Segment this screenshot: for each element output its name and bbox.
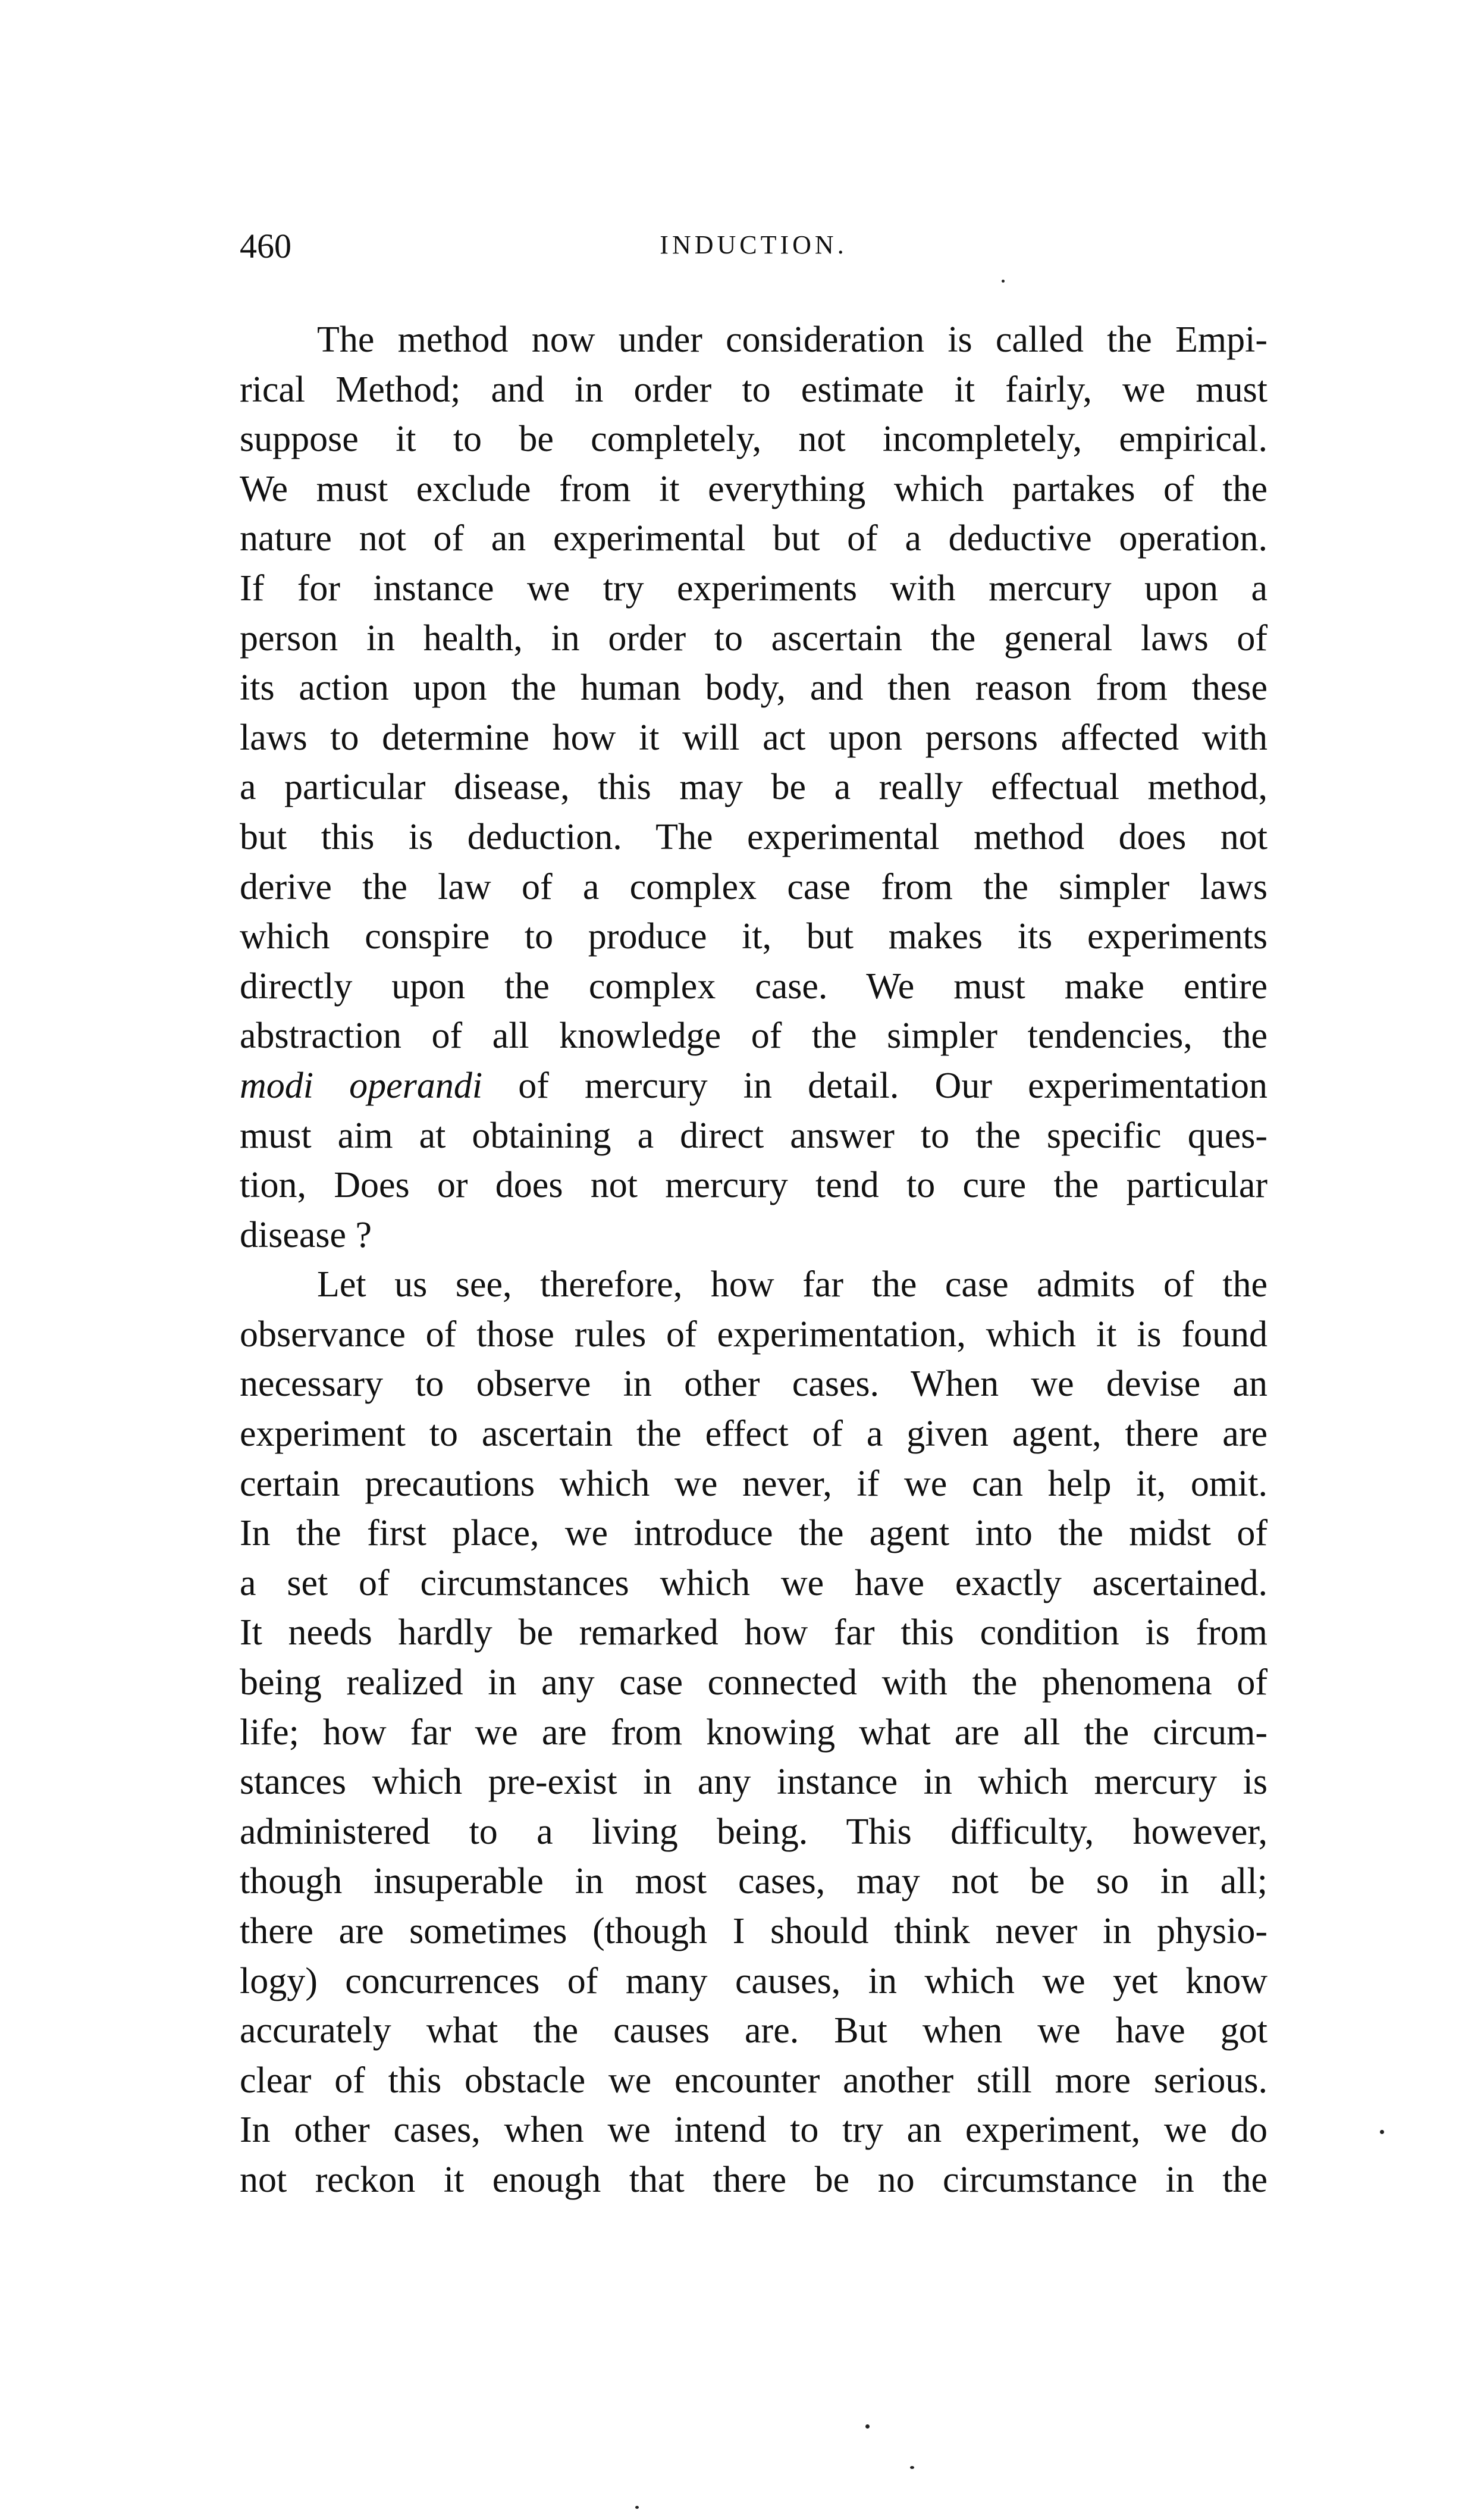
scan-speck xyxy=(1380,2130,1384,2134)
text-line: certain precautions which we never, if we can help it, omit. xyxy=(240,1463,1267,1504)
text-line: but this is deduction. The experimental method does not xyxy=(240,816,1267,857)
text-line: If for instance we try experiments with mercury upon a xyxy=(240,568,1267,609)
scan-speck xyxy=(865,2424,870,2429)
text-line: The method now under consideration is called the Empi- xyxy=(317,319,1267,360)
text-line: being realized in any case connected with the phenomena of xyxy=(240,1662,1267,1703)
text-line: person in health, in order to ascertain the general laws of xyxy=(240,618,1267,659)
text-line: In the first place, we introduce the agent into the midst of xyxy=(240,1513,1267,1554)
running-head xyxy=(240,226,1267,274)
text-line: experiment to ascertain the effect of a given agent, there are xyxy=(240,1414,1267,1455)
scan-speck xyxy=(635,2506,639,2509)
text-line: though insuperable in most cases, may not be so in all; xyxy=(240,1861,1267,1902)
scan-speck xyxy=(910,2466,914,2469)
text-line: nature not of an experimental but of a deductive operation. xyxy=(240,518,1267,559)
text-line: directly upon the complex case. We must make entire xyxy=(240,966,1267,1007)
text-line: a particular disease, this may be a really effectual method, xyxy=(240,767,1267,808)
paragraph-2 xyxy=(240,1260,1267,2205)
text-line: stances which pre-exist in any instance in which mercury is xyxy=(240,1762,1267,1803)
text-line: In other cases, when we intend to try an experiment, we do xyxy=(240,2110,1267,2151)
latin-phrase: modi operandi xyxy=(240,1065,483,1106)
text-line: necessary to observe in other cases. When we devise an xyxy=(240,1364,1267,1405)
text-line: tion, Does or does not mercury tend to cure the particular xyxy=(240,1165,1267,1206)
page-number: 460 xyxy=(240,227,291,265)
text-line: disease ? xyxy=(240,1214,372,1255)
text-line: abstraction of all knowledge of the simpler tendencies, the xyxy=(240,1016,1267,1057)
text-line-italic xyxy=(240,1061,1267,1111)
running-title: INDUCTION. xyxy=(660,230,848,259)
body-text xyxy=(240,315,1267,2205)
text-line: rical Method; and in order to estimate it fairly, we must xyxy=(240,369,1267,410)
scan-speck xyxy=(1002,280,1005,283)
text-line: We must exclude from it everything which partakes of the xyxy=(240,468,1267,509)
text-fragment: of mercury in detail. Our experimentation xyxy=(482,1065,1267,1106)
text-line: must aim at obtaining a direct answer to the specific ques- xyxy=(240,1115,1267,1156)
text-line: clear of this obstacle we encounter another still more serious. xyxy=(240,2060,1267,2101)
text-line: laws to determine how it will act upon persons affected with xyxy=(240,717,1267,758)
text-line: accurately what the causes are. But when we have got xyxy=(240,2010,1267,2051)
text-line: Let us see, therefore, how far the case admits of the xyxy=(317,1264,1267,1305)
text-line: not reckon it enough that there be no circumstance in the xyxy=(240,2159,1267,2200)
text-line: derive the law of a complex case from the simpler laws xyxy=(240,866,1267,907)
text-line: logy) concurrences of many causes, in which we yet know xyxy=(240,1960,1267,2001)
text-line: observance of those rules of experimentation, which it is found xyxy=(240,1314,1267,1355)
text-line: its action upon the human body, and then reason from these xyxy=(240,668,1267,709)
text-line: suppose it to be completely, not incompletely, empirical. xyxy=(240,419,1267,460)
paragraph-1 xyxy=(240,315,1267,1260)
text-line: there are sometimes (though I should think never in physio- xyxy=(240,1911,1267,1951)
text-line: a set of circumstances which we have exactly ascertained. xyxy=(240,1562,1267,1603)
text-line: life; how far we are from knowing what are all the circum- xyxy=(240,1712,1267,1753)
text-line: which conspire to produce it, but makes its experiments xyxy=(240,916,1267,957)
text-line: It needs hardly be remarked how far this condition is from xyxy=(240,1612,1267,1653)
text-line: administered to a living being. This difficulty, however, xyxy=(240,1811,1267,1852)
